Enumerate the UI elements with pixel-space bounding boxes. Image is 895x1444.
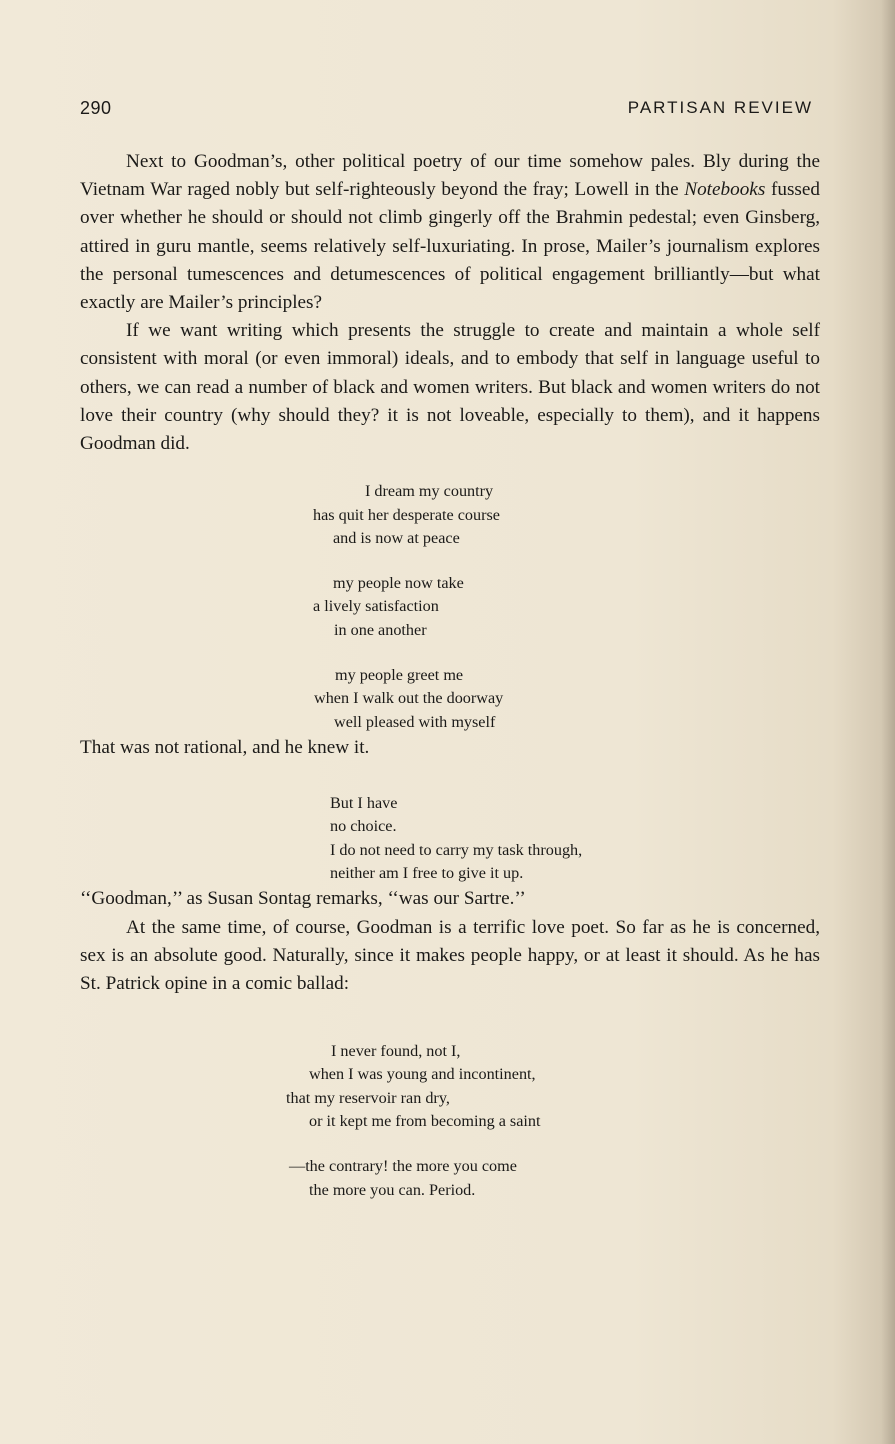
stanza-gap xyxy=(365,642,820,664)
poem-line: well pleased with myself xyxy=(334,712,496,731)
poem-line: my people greet me xyxy=(335,666,464,685)
poem-line: But I have xyxy=(330,794,398,813)
article-body xyxy=(80,148,820,1202)
paragraph-1-text-b: fussed over whether he should or should not climb gingerly off the Brahmin pedestal; even Ginsberg, attired in guru mantle, seems relatively self-luxuriating. In prose, Mailer’s journalism explores the personal tumescences and detumescences of political engagement brilliantly—but what exactly are Mailer’s principles? xyxy=(80,179,820,314)
poem-line: a lively satisfaction xyxy=(313,597,439,616)
poem-line: I do not need to carry my task through, xyxy=(330,840,583,859)
poem-line: —the contrary! the more you come xyxy=(289,1157,517,1176)
poem-line: neither am I free to give it up. xyxy=(330,864,524,882)
poem-line: has quit her desperate course xyxy=(313,505,500,524)
poem-line: I never found, not I, xyxy=(331,1042,461,1061)
paragraph-2: If we want writing which presents the struggle to create and maintain a whole self consistent with moral (or even immoral) ideals, and to embody that self in language useful to others, we can read a number of black and women writers. But black and women writers do not love their country (why should they? it is not loveable, especially to them), and it happens Goodman did. xyxy=(80,320,820,455)
poem-line: the more you can. Period. xyxy=(309,1180,476,1199)
poem-line: when I was young and incontinent, xyxy=(309,1065,536,1084)
running-head: PARTISAN REVIEW xyxy=(627,98,813,117)
paragraph-1-text-a: Next to Goodman’s, other political poetry of our time somehow pales. Bly during the Vietnam War raged nobly but self-righteously beyond the fray; Lowell in the xyxy=(80,151,820,201)
poem-line: or it kept me from becoming a saint xyxy=(309,1112,541,1130)
poem-line: my people now take xyxy=(333,574,464,593)
paragraph-3: That was not rational, and he knew it. xyxy=(80,736,370,758)
poem-no-choice xyxy=(80,792,820,885)
poem-dream-country xyxy=(80,480,820,734)
poem-line: and is now at peace xyxy=(333,528,460,547)
page-edge-shadow xyxy=(881,0,895,1444)
poem-line: no choice. xyxy=(330,817,397,836)
poem-line: in one another xyxy=(334,620,427,639)
poem-st-patrick xyxy=(80,1040,820,1202)
notebooks-title: Notebooks xyxy=(684,179,766,201)
page-number: 290 xyxy=(80,98,112,118)
stanza-gap xyxy=(365,550,820,572)
poem-line: that my reservoir ran dry, xyxy=(286,1088,450,1107)
poem-line: when I walk out the doorway xyxy=(314,689,504,708)
paragraph-5: At the same time, of course, Goodman is a terrific love poet. So far as he is concerned, sex is an absolute good. Naturally, since it makes people happy, or at least it should. As he has St. Patrick opine in a comic ballad: xyxy=(80,916,820,994)
paragraph-4: ‘‘Goodman,’’ as Susan Sontag remarks, ‘‘was our Sartre.’’ xyxy=(80,888,526,910)
page-header xyxy=(80,98,813,124)
paragraph-1 xyxy=(80,148,820,317)
stanza-gap xyxy=(331,1133,820,1155)
poem-line: I dream my country xyxy=(365,482,494,501)
